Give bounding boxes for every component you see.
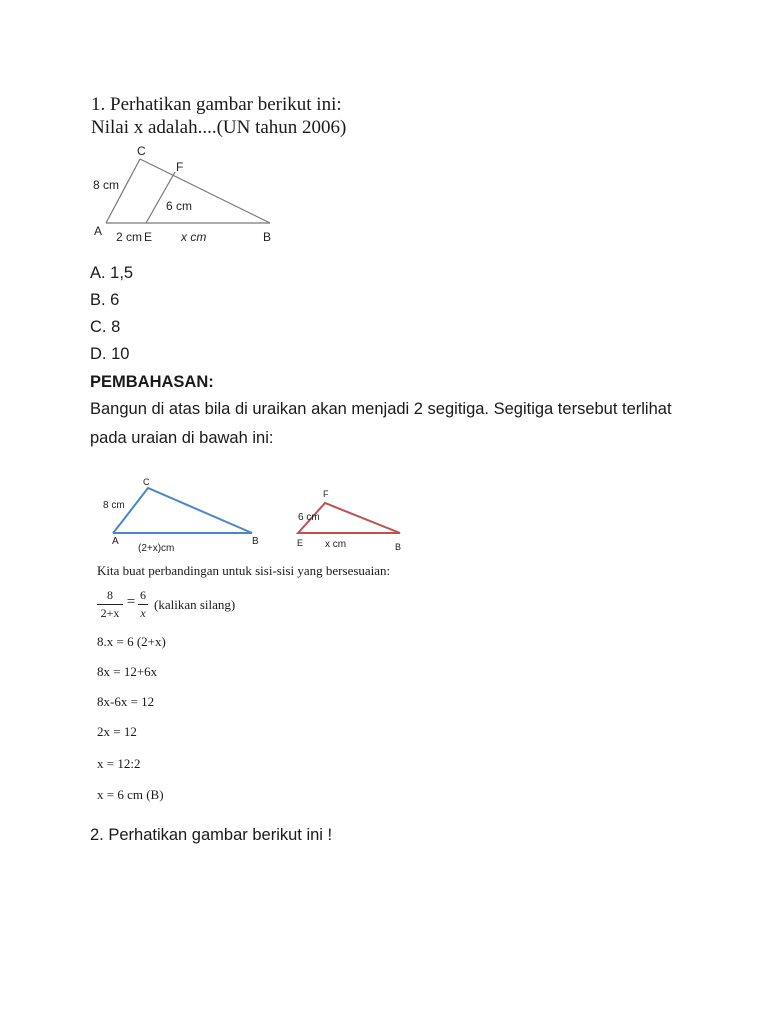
option-b: B. 6 (90, 291, 120, 309)
big-label-base: (2+x)cm (138, 543, 175, 554)
fraction-equals: = (126, 594, 136, 610)
ratio-fraction (97, 588, 267, 624)
step-4: 2x = 12 (97, 724, 137, 739)
option-c: C. 8 (90, 318, 121, 336)
step-2: 8x = 12+6x (97, 664, 158, 679)
label-ac-length: 8 cm (93, 178, 120, 192)
small-label-b: B (395, 542, 402, 552)
pembahasan-text: Bangun di atas bila di uraikan akan menjadi 2 segitiga. Segitiga tersebut terlihat pada uraian di bawah ini: (90, 400, 672, 447)
step-5: x = 12:2 (97, 756, 141, 771)
fraction-numerator-1: 8 (107, 588, 113, 602)
label-ae-length: 2 cm (116, 230, 143, 244)
small-label-side: 6 cm (298, 512, 320, 523)
label-e: E (144, 230, 153, 244)
question-2-title: 2. Perhatikan gambar berikut ini ! (90, 826, 333, 844)
small-label-e: E (297, 538, 304, 548)
step-1: 8.x = 6 (2+x) (97, 634, 166, 649)
big-label-c: C (143, 477, 150, 487)
step-6: x = 6 cm (B) (97, 787, 164, 802)
fraction-numerator-2: 6 (140, 588, 146, 602)
big-label-b: B (252, 536, 259, 547)
question-1-subtitle: Nilai x adalah....(UN tahun 2006) (91, 117, 347, 138)
question-1-figure (88, 140, 288, 246)
question-1-title: 1. Perhatikan gambar berikut ini: (91, 94, 342, 115)
option-d: D. 10 (90, 345, 130, 363)
label-a: A (94, 224, 103, 238)
big-triangle-shape (113, 488, 252, 533)
big-label-side: 8 cm (103, 500, 125, 511)
label-f: F (176, 160, 184, 174)
fraction-bar-2 (138, 604, 148, 605)
segment-ef (146, 172, 175, 223)
side-cb (140, 159, 270, 223)
small-label-f: F (323, 489, 329, 499)
small-triangle-figure (290, 484, 410, 556)
label-b: B (263, 230, 272, 244)
label-ef-length: 6 cm (166, 199, 193, 213)
option-a: A. 1,5 (90, 264, 134, 282)
pembahasan-heading: PEMBAHASAN: (90, 373, 214, 391)
big-label-a: A (112, 536, 119, 547)
step-3: 8x-6x = 12 (97, 694, 155, 709)
fraction-note: (kalikan silang) (154, 597, 236, 612)
label-c: C (137, 144, 146, 158)
ratio-intro: Kita buat perbandingan untuk sisi-sisi yang bersesuaian: (97, 563, 391, 578)
big-triangle-figure (100, 474, 270, 556)
small-label-base: x cm (325, 539, 347, 550)
label-eb-length: x cm (181, 230, 207, 244)
fraction-bar-1 (97, 604, 123, 605)
fraction-denominator-1: 2+x (100, 606, 120, 620)
fraction-denominator-2: x (140, 606, 146, 620)
